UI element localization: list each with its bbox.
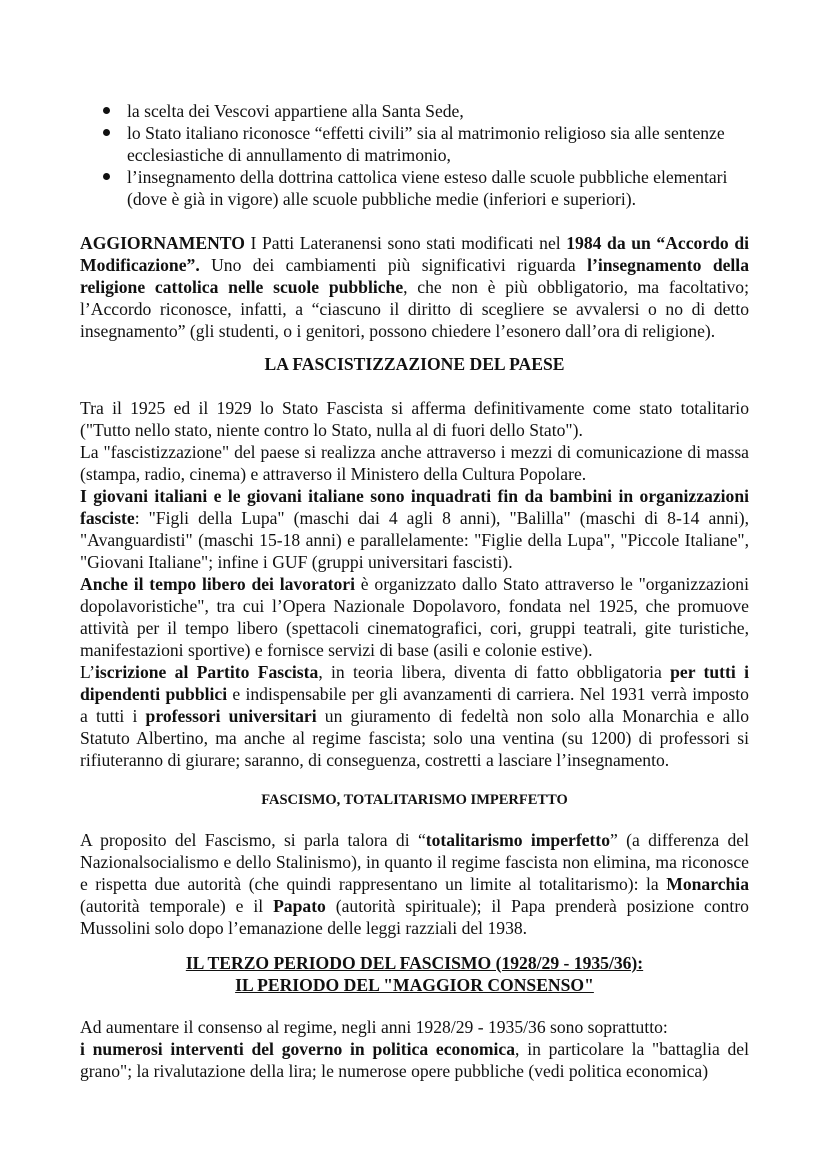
bold-run: l’insegnamento della religione cattolica nelle scuole pubbliche [80,255,749,297]
bullet-text: l’insegnamento della dottrina cattolica viene esteso dalle scuole pubbliche elementari (dove è già in vigore) alle scuole pubbliche medie (inferiori e superiori). [127,167,728,209]
bold-run: iscrizione al Partito Fascista [95,662,319,682]
bold-run: 1984 da un “Accordo di Modificazione”. [80,233,749,275]
text-run: , in teoria libera, diventa di fatto obbligatoria [318,662,671,682]
text-run: A proposito del Fascismo, si parla talora di “ [80,830,426,850]
text-run: un giuramento di fedeltà non solo alla Monarchia e allo Statuto Albertino, ma anche al regime fascista; solo una ventina (su 1200) di professori si rifiuteranno di giurare; saranno, di conseguenza, costretti a lasciare l’insegnamento. [80,706,750,770]
bold-run: Monarchia [666,874,749,894]
bullet-text: la scelta dei Vescovi appartiene alla Santa Sede, [127,101,464,121]
aggiornamento-label: AGGIORNAMENTO [80,233,245,253]
text-run: e indispensabile per gli avanzamenti di carriera. Nel 1931 verrà imposto a tutti i [80,684,749,726]
heading-line-1: IL TERZO PERIODO DEL FASCISMO (1928/29 - 1935/36): [185,953,644,973]
paragraph [80,573,749,661]
heading-line-2: IL PERIODO DEL "MAGGIOR CONSENSO" [235,975,594,995]
fascistizzazione-section [80,397,749,661]
text-run: L’ [80,662,95,682]
bold-run: i numerosi interventi del governo in politica economica [80,1039,516,1059]
bold-run: professori universitari [145,706,317,726]
text-run: I Patti Lateranensi sono stati modificati nel [244,233,567,253]
bold-run: I giovani italiani e le giovani italiane sono inquadrati fin da bambini in organizzazioni fasciste [80,486,749,528]
bullet-list [101,100,761,210]
bold-run: Anche il tempo libero dei lavoratori [80,574,355,594]
totalitarismo-paragraph [80,829,749,939]
list-item [101,100,761,122]
section-heading-fascistizzazione: LA FASCISTIZZAZIONE DEL PAESE [264,354,565,374]
list-item [101,122,761,166]
paragraph: Ad aumentare il consenso al regime, negli anni 1928/29 - 1935/36 sono soprattutto: [80,1017,668,1037]
paragraph: La "fascistizzazione" del paese si realizza anche attraverso i mezzi di comunicazione di massa (stampa, radio, cinema) e attraverso il Ministero della Cultura Popolare. [80,442,749,484]
bullet-dot [103,107,110,114]
aggiornamento-paragraph [80,232,749,342]
text-run: Uno dei cambiamenti più significativi riguarda [199,255,588,275]
list-item [101,166,761,210]
bullet-dot [103,173,110,180]
bullet-text: lo Stato italiano riconosce “effetti civili” sia al matrimonio religioso sia alle sentenze ecclesiastiche di annullamento di matrimonio, [127,123,725,165]
text-run: (autorità temporale) e il [80,896,274,916]
section-heading-terzo-periodo [80,952,749,996]
terzo-periodo-section [80,1016,749,1082]
paragraph [80,1038,749,1082]
section-heading-totalitarismo: FASCISMO, TOTALITARISMO IMPERFETTO [261,792,568,808]
text-run: , in particolare la "battaglia del grano"; la rivalutazione della lira; le numerose opere pubbliche (vedi politica economica) [80,1039,750,1081]
bullet-dot [103,129,110,136]
bold-run: per tutti i dipendenti pubblici [80,662,749,704]
bold-run: Papato [273,896,326,916]
text-run: , che non è più obbligatorio, ma facoltativo; l’Accordo riconosce, infatti, a “ciascuno il diritto di scegliere se avvalersi o no di detto insegnamento” (gli studenti, o i genitori, possono chiedere l’esonero dall’ora di religione). [80,277,749,341]
text-run: è organizzato dallo Stato attraverso le "organizzazioni dopolavoristiche", tra cui l’Opera Nazionale Dopolavoro, fondata nel 1925, che promuove attività per il tempo libero (spettacoli cinematografici, cori, gruppi teatrali, gite turistiche, manifestazioni sportive) e fornisce servizi di base (asili e colonie estive). [80,574,749,660]
iscrizione-paragraph [80,661,749,771]
paragraph: Tra il 1925 ed il 1929 lo Stato Fascista si afferma definitivamente come stato totalitario ("Tutto nello stato, niente contro lo Stato, nulla al di fuori dello Stato"). [80,398,749,440]
bold-run: totalitarismo imperfetto [425,830,610,850]
paragraph [80,485,749,573]
text-run: ” (a differenza del Nazionalsocialismo e dello Stalinismo), in quanto il regime fascista non elimina, ma riconosce e rispetta due autorità (che quindi rappresentano un limite al totalitarismo): la [80,830,749,894]
text-run: (autorità spirituale); il Papa prenderà posizione contro Mussolini solo dopo l’emanazione delle leggi razziali del 1938. [80,896,749,938]
text-run: : "Figli della Lupa" (maschi dai 4 agli 8 anni), "Balilla" (maschi di 8-14 anni), "Avanguardisti" (maschi 15-18 anni) e parallelamente: "Figlie della Lupa", "Piccole Italiane", "Giovani Italiane"; infine i GUF (gruppi universitari fascisti). [80,508,749,572]
